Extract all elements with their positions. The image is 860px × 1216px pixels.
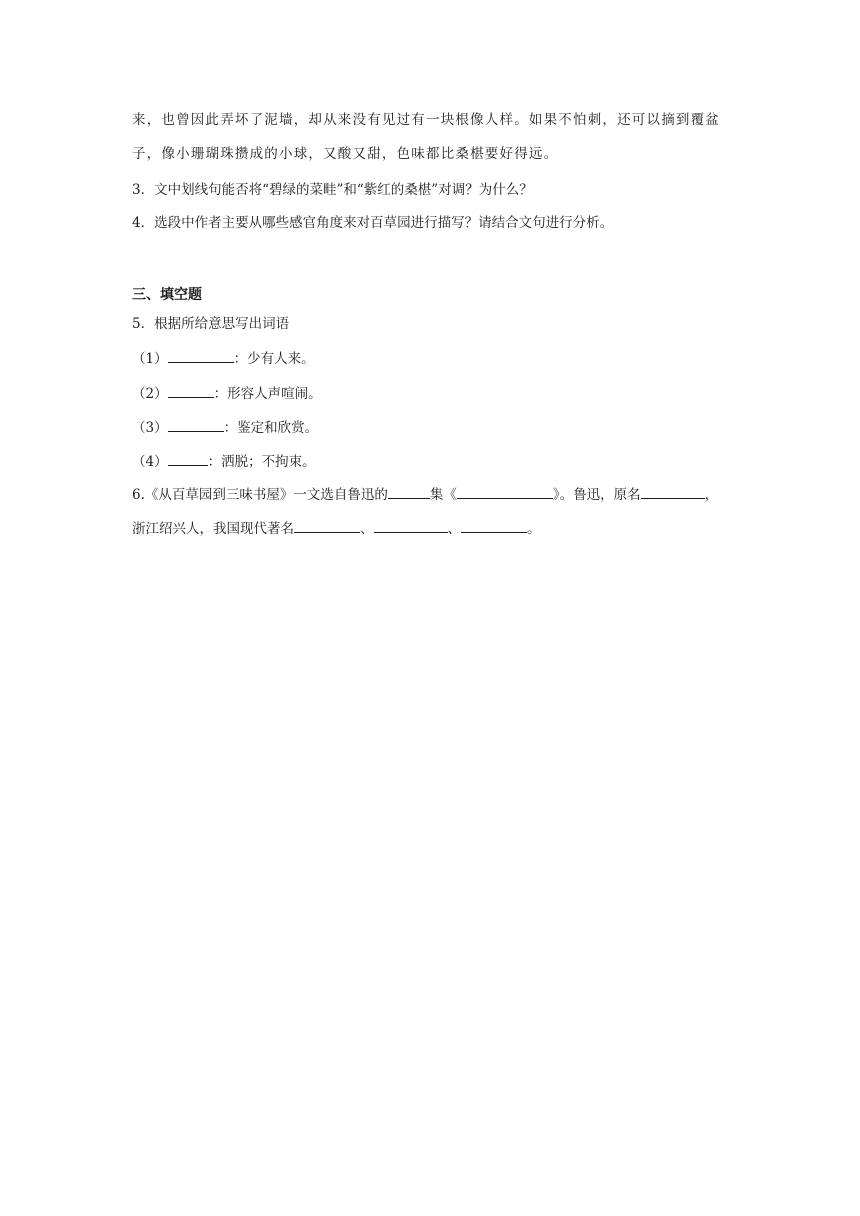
answer-blank[interactable] [168, 417, 224, 432]
q5-item-number: （1） [132, 351, 168, 367]
answer-blank[interactable] [461, 518, 527, 533]
question-4: 4．选段中作者主要从哪些感官角度来对百草园进行描写？请结合文句进行分析。 [132, 215, 614, 231]
answer-blank[interactable] [168, 451, 208, 466]
q6-text: 》。鲁迅，原名 [552, 487, 641, 503]
q6-text: ， [704, 487, 719, 503]
q6-text: 6.《从百草园到三味书屋》一文选自鲁迅的 [132, 487, 388, 503]
question-6-line-1 [132, 484, 752, 505]
q6-separator: 、 [360, 521, 374, 537]
answer-blank[interactable] [294, 518, 360, 533]
q5-item-meaning: ：鉴定和欣赏。 [223, 420, 319, 436]
passage-line-1: 来，也曾因此弄坏了泥墙，却从来没有见过有一块根像人样。如果不怕刺，还可以摘到覆盆 [132, 112, 720, 128]
q5-item-meaning: ：洒脱；不拘束。 [207, 454, 316, 470]
q5-item-4 [132, 451, 752, 472]
q5-item-number: （2） [132, 386, 168, 402]
q5-item-1 [132, 348, 752, 369]
q6-separator: 、 [447, 521, 461, 537]
section-heading-fill-blank: 三、填空题 [132, 287, 202, 303]
answer-blank[interactable] [168, 383, 214, 398]
q5-item-meaning: ：形容人声喧闹。 [213, 386, 322, 402]
q6-text: 浙江绍兴人，我国现代著名 [132, 521, 294, 537]
answer-blank[interactable] [388, 484, 430, 499]
q5-item-2 [132, 383, 752, 404]
question-6-line-2 [132, 518, 752, 539]
q6-text: 。 [527, 521, 541, 537]
answer-blank[interactable] [374, 518, 448, 533]
passage-line-2: 子，像小珊瑚珠攒成的小球，又酸又甜，色味都比桑椹要好得远。 [132, 146, 559, 162]
answer-blank[interactable] [641, 484, 705, 499]
answer-blank[interactable] [457, 484, 553, 499]
q5-item-meaning: ：少有人来。 [233, 351, 315, 367]
question-5-title: 5．根据所给意思写出词语 [132, 316, 290, 332]
q5-item-number: （3） [132, 420, 168, 436]
question-3: 3．文中划线句能否将“碧绿的菜畦”和“紫红的桑椹”对调？为什么？ [132, 182, 533, 198]
q5-item-3 [132, 417, 752, 438]
answer-blank[interactable] [168, 348, 234, 363]
q6-text: 集《 [429, 487, 457, 503]
q5-item-number: （4） [132, 454, 168, 470]
